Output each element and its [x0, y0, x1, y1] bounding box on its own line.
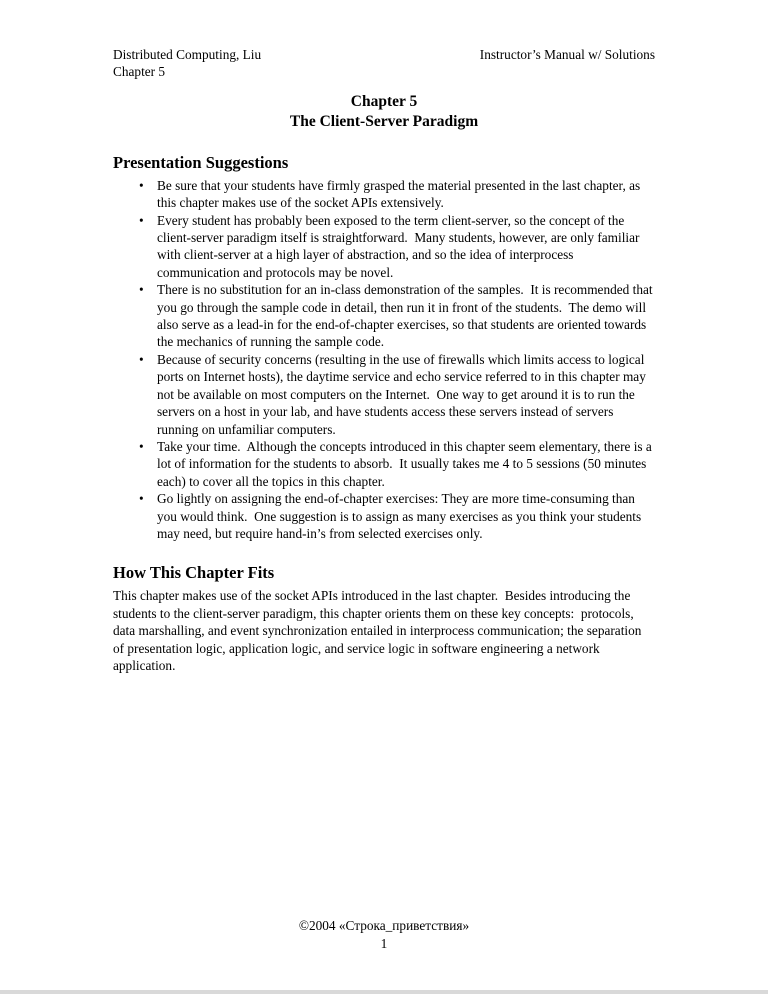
bullet-item: [113, 351, 655, 438]
how-this-chapter-fits-paragraph: This chapter makes use of the socket APIs introduced in the last chapter. Besides introducing the students to the client-server paradigm, this chapter orients them on these key concepts: protocols, data marshalling, and event synchronization entailed in interprocess communication; the separation of presentation logic, application logic, and service logic in software engineering a network application.: [113, 588, 645, 673]
window-bottom-edge: [0, 990, 768, 994]
header-manual-label: Instructor’s Manual w/ Solutions: [479, 47, 655, 62]
footer-page-number: 1: [380, 935, 388, 951]
bullet-text: Be sure that your students have firmly grasped the material presented in the last chapter, as this chapter makes use of the socket APIs extensively.: [157, 177, 644, 211]
doc-title-line1: Chapter 5: [350, 92, 418, 110]
section-heading-how-this-chapter-fits: How This Chapter Fits: [113, 563, 275, 583]
header-course-title: Distributed Computing, Liu: [113, 47, 262, 62]
header-chapter-label: Chapter 5: [113, 64, 166, 80]
bullet-text: Every student has probably been exposed to the term client-server, so the concept of the client-server paradigm itself is straightforward. Many students, however, are only familiar with client-server at a high layer of abstraction, and so the idea of interprocess communication and protocols may be novel.: [157, 212, 643, 280]
header-left: [113, 46, 261, 81]
bullet-icon: •: [139, 351, 144, 367]
page-footer: [0, 917, 768, 952]
footer-copyright: ©2004 «Строка_приветствия»: [298, 918, 470, 934]
page-content: [113, 46, 655, 674]
bullet-item: [113, 281, 655, 351]
bullet-item: [113, 438, 655, 490]
bullet-text: There is no substitution for an in-class demonstration of the samples. It is recommended that you go through the sample code in detail, then run it in front of the students. The demo will also serve as a lead-in for the end-of-chapter exercises, so that students are oriented towards the mechanics of running the sample code.: [157, 282, 656, 350]
bullet-text: Because of security concerns (resulting in the use of firewalls which limits access to logical ports on Internet hosts), the daytime service and echo service referred to in this chapter may not be available on most computers on the Internet. One way to get around it is to run the servers on a host in your lab, and have students access these servers instead of servers running on unfamiliar computers.: [157, 351, 650, 437]
bullet-icon: •: [139, 282, 144, 298]
bullet-item: [113, 177, 655, 212]
bullet-text: Go lightly on assigning the end-of-chapter exercises: They are more time-consuming than you would think. One suggestion is to assign as many exercises as you think your students may need, but require hand-in’s from selected exercises only.: [157, 491, 645, 541]
doc-title: [113, 92, 655, 132]
bullet-icon: •: [139, 177, 144, 193]
bullet-icon: •: [139, 491, 144, 507]
doc-title-line2: The Client-Server Paradigm: [289, 112, 479, 130]
page-header: [113, 46, 655, 81]
presentation-bullet-list: [113, 177, 655, 543]
bullet-icon: •: [139, 212, 144, 228]
section-heading-presentation: Presentation Suggestions: [113, 152, 289, 172]
bullet-text: Take your time. Although the concepts introduced in this chapter seem elementary, there is a lot of information for the students to absorb. It usually takes me 4 to 5 sessions (50 minutes each) to cover all the topics in this chapter.: [157, 438, 656, 489]
bullet-item: [113, 490, 655, 542]
bullet-item: [113, 212, 655, 282]
bullet-icon: •: [139, 438, 144, 454]
